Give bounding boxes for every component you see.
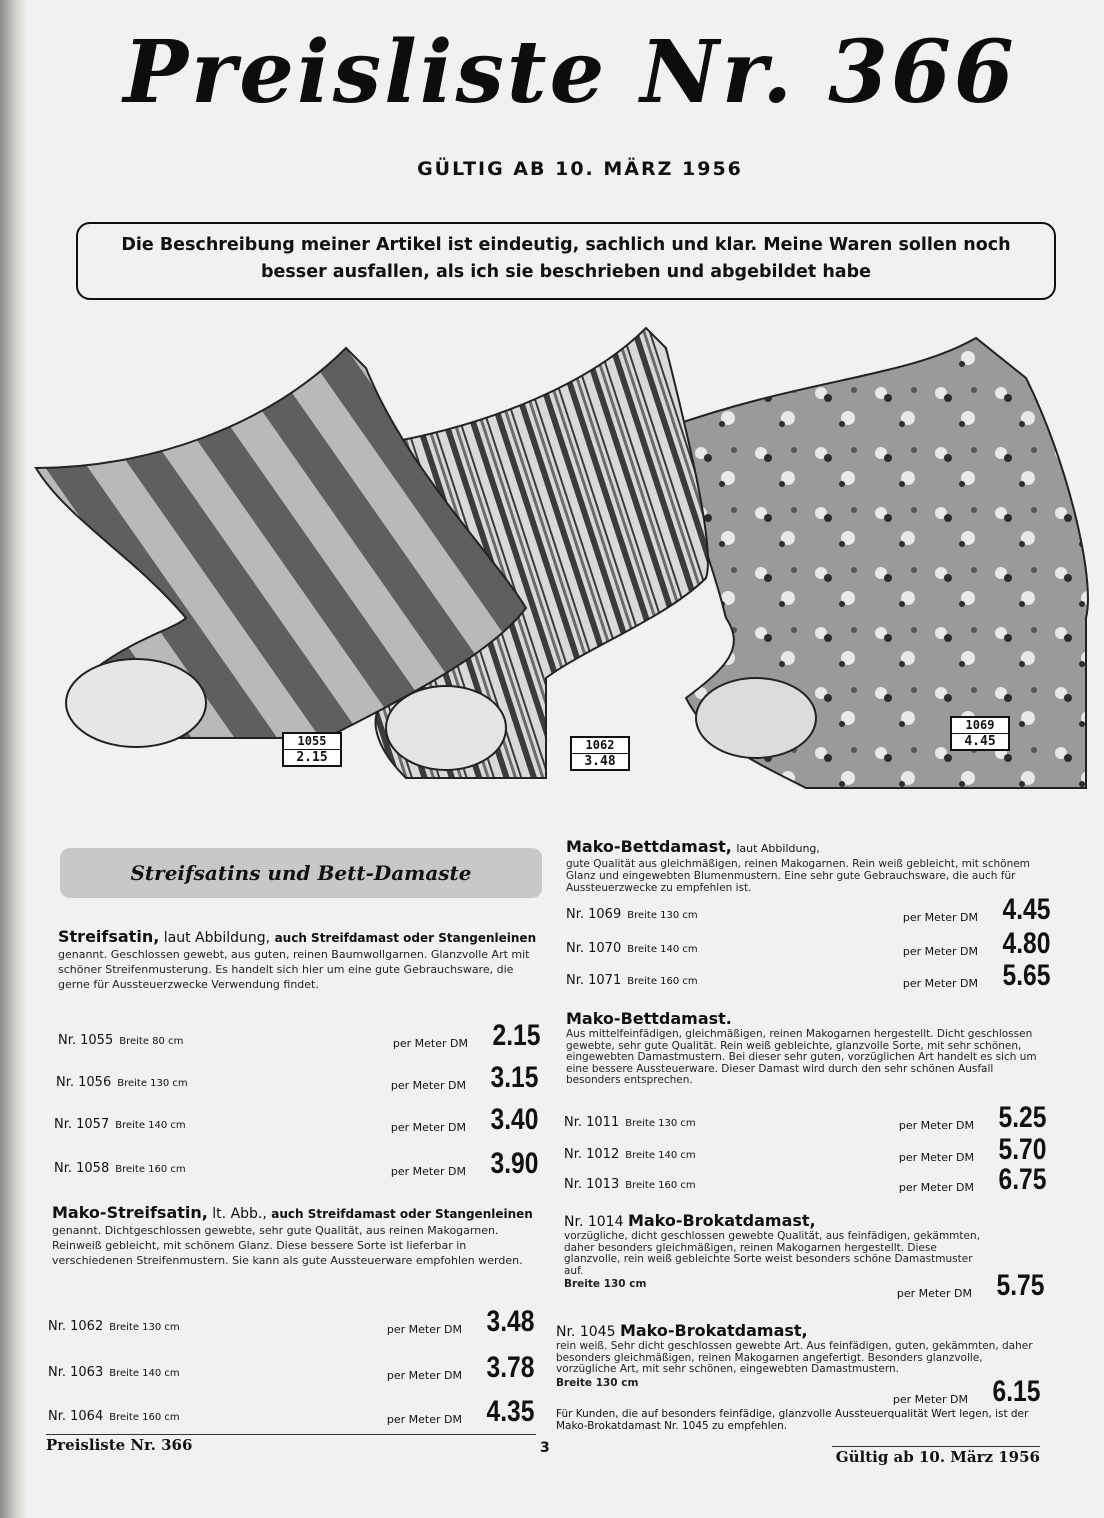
item-number: Nr. 1056 Breite 130 cm: [56, 1075, 188, 1090]
item-number: Nr. 1012 Breite 140 cm: [564, 1147, 696, 1162]
price-row: [566, 888, 1050, 926]
price-row: [566, 954, 1050, 992]
item-price: 3.48: [486, 1305, 534, 1338]
item-price: 6.15: [992, 1375, 1040, 1408]
product-streifsatin: [58, 928, 544, 992]
price-unit: per Meter DM: [902, 977, 978, 990]
item-price: 4.35: [486, 1395, 534, 1428]
price-row: [48, 1390, 534, 1428]
item-price: 4.45: [1002, 893, 1050, 926]
item-number: Nr. 1063 Breite 140 cm: [48, 1365, 180, 1380]
product-note: laut Abbildung,: [736, 842, 820, 855]
item-price: 2.15: [492, 1019, 540, 1052]
product-bold-note: auch Streifdamast oder Stangenleinen: [274, 931, 537, 945]
product-heading: [556, 1322, 1042, 1341]
product-description: genannt. Geschlossen gewebt, aus guten, reinen Baumwollgarnen. Glanzvolle Art mit schöner Streifenmusterung. Es handelt sich hier um eine gute Gebrauchsware, die gerne für Aussteuerzwecke Verwendung findet.: [58, 948, 530, 991]
product-bold-note: auch Streifdamast oder Stangenleinen: [271, 1207, 533, 1221]
product-description: gute Qualität aus gleichmäßigen, reinen Makogarnen. Rein weiß gebleicht, mit schönem Glanz und eingewebten Blumenmustern. Eine sehr gute Gebrauchsware, die auch für Aussteuerzwecke zu empfehlen ist.: [566, 858, 1030, 894]
product-heading: [52, 1204, 538, 1223]
item-number: Nr. 1058 Breite 160 cm: [54, 1161, 186, 1176]
product-mako-bettdamast-1: [566, 838, 1050, 894]
product-heading: [58, 928, 544, 947]
product-mako-streifsatin: [52, 1204, 538, 1268]
product-mako-bettdamast-2: [566, 1010, 1050, 1087]
price-row: [556, 1370, 1040, 1408]
item-price: 5.25: [998, 1101, 1046, 1134]
motto-box: Die Beschreibung meiner Artikel ist eindeutig, sachlich und klar. Meine Waren sollen noch besser ausfallen, als ich sie beschrieben und abgebildet habe: [76, 222, 1056, 300]
section-title-banner: Streifsatins und Bett-Damaste: [60, 848, 542, 898]
footer-left-title: Preisliste Nr. 366: [46, 1436, 193, 1454]
price-unit: per Meter DM: [386, 1369, 462, 1382]
footer-rule-right: [832, 1446, 1040, 1447]
price-unit: per Meter DM: [898, 1151, 974, 1164]
item-number: Nr. 1055 Breite 80 cm: [58, 1033, 184, 1048]
price-row: [58, 1014, 540, 1052]
price-row: [54, 1098, 538, 1136]
price-row: [54, 1142, 538, 1180]
price-unit: per Meter DM: [386, 1413, 462, 1426]
page-number: 3: [540, 1440, 550, 1456]
item-price: 6.75: [998, 1163, 1046, 1196]
footer-rule-left: [46, 1434, 536, 1435]
product-description: vorzügliche, dicht geschlossen gewebte Qualität, aus feinfädigen, gekämmten, daher besonders gleichmäßigen, reinen Makogarnen hergestellt. Diese glanzvolle, rein weiß gebleichte Sorte weist besonders schöne Damastmuster auf.: [564, 1230, 980, 1277]
product-heading: [566, 1010, 1050, 1029]
item-price: 3.15: [490, 1061, 538, 1094]
price-unit: per Meter DM: [390, 1121, 466, 1134]
item-price: 4.80: [1002, 927, 1050, 960]
illustration-tag-1055: [282, 732, 342, 767]
tag-price: 4.45: [952, 733, 1008, 749]
footer-right-validity: Gültig ab 10. März 1956: [835, 1448, 1040, 1466]
page-binding-edge: [0, 0, 26, 1518]
product-description: Aus mittelfeinfädigen, gleichmäßigen, reinen Makogarnen hergestellt. Dicht geschlossen gewebte, sehr gute Qualität. Rein weiß gebleichte, glanzvolle Sorte, mit sehr schönen, eingewebten Damastmustern. Bei dieser sehr guten, vorzüglichen Art handelt es sich um eine bessere Aussteuerware. Dieser Damast wird durch den sehr schönen Ausfall besonders entsprechen.: [566, 1028, 1037, 1086]
product-description: genannt. Dichtgeschlossen gewebte, sehr gute Qualität, aus reinen Makogarnen. Reinweiß gebleicht, mit schönem Glanz. Diese bessere Sorte ist lieferbar in verschiedenen Streifenmustern. Sie kann als gute Aussteuerware empfohlen werden.: [52, 1224, 523, 1267]
price-unit: per Meter DM: [898, 1119, 974, 1132]
item-number: Nr. 1069 Breite 130 cm: [566, 907, 698, 922]
price-row: [48, 1346, 534, 1384]
item-price: 3.40: [490, 1103, 538, 1136]
page-title: Preisliste Nr. 366: [123, 22, 1017, 123]
price-unit: per Meter DM: [392, 1037, 468, 1050]
product-name: Mako-Brokatdamast,: [619, 1321, 808, 1340]
item-price: 5.70: [998, 1133, 1046, 1166]
item-width: Breite 130 cm: [556, 1376, 639, 1389]
product-name: Mako-Bettdamast,: [566, 837, 732, 856]
product-name: Mako-Streifsatin,: [52, 1203, 208, 1222]
price-unit: per Meter DM: [898, 1181, 974, 1194]
price-row: [564, 1264, 1044, 1302]
item-number: Nr. 1071 Breite 160 cm: [566, 973, 698, 988]
fabric-rolls-illustration: [26, 318, 1104, 808]
price-row: [48, 1300, 534, 1338]
tag-number: 1062: [585, 738, 615, 752]
product-description: rein weiß. Sehr dicht geschlossen gewebte Art. Aus feinfädigen, guten, gekämmten, daher besonders gleichmäßigen, reinen Makogarnen angefertigt. Besonders glanzvolle, vorzügliche Art, mit sehr schönen, eingewebten Damastmustern.: [556, 1340, 1033, 1375]
price-unit: per Meter DM: [902, 911, 978, 924]
price-row: [564, 1158, 1046, 1196]
product-name: Streifsatin,: [58, 927, 160, 946]
item-number: Nr. 1013 Breite 160 cm: [564, 1177, 696, 1192]
tag-price: 2.15: [284, 749, 340, 765]
tag-price: 3.48: [572, 753, 628, 769]
price-unit: per Meter DM: [390, 1079, 466, 1092]
price-unit: per Meter DM: [902, 945, 978, 958]
item-number: Nr. 1014: [564, 1214, 624, 1230]
item-number: Nr. 1057 Breite 140 cm: [54, 1117, 186, 1132]
price-unit: per Meter DM: [390, 1165, 466, 1178]
item-price: 3.90: [490, 1147, 538, 1180]
price-unit: per Meter DM: [386, 1323, 462, 1336]
valid-from-line: GÜLTIG AB 10. MÄRZ 1956: [417, 158, 743, 180]
item-width: Breite 130 cm: [564, 1278, 647, 1290]
item-price: 3.78: [486, 1351, 534, 1384]
product-name: Mako-Bettdamast.: [566, 1009, 732, 1028]
tag-number: 1069: [965, 718, 995, 732]
price-row: [56, 1056, 538, 1094]
product-heading: [564, 1212, 1046, 1231]
item-price: 5.75: [996, 1269, 1044, 1302]
price-unit: per Meter DM: [892, 1393, 968, 1406]
recommendation-note: Für Kunden, die auf besonders feinfädige, glanzvolle Aussteuerqualität Wert legen, ist der Mako-Brokatdamast Nr. 1045 zu empfehlen.: [556, 1408, 1029, 1432]
item-number: Nr. 1064 Breite 160 cm: [48, 1409, 180, 1424]
product-note: laut Abbildung,: [163, 930, 271, 946]
illustration-tag-1062: [570, 736, 630, 771]
item-number: Nr. 1062 Breite 130 cm: [48, 1319, 180, 1334]
item-number: Nr. 1045: [556, 1324, 616, 1340]
illustration-tag-1069: [950, 716, 1010, 751]
price-unit: per Meter DM: [896, 1287, 972, 1300]
item-number: Nr. 1070 Breite 140 cm: [566, 941, 698, 956]
product-heading: [566, 838, 1050, 858]
product-note: lt. Abb.,: [212, 1206, 267, 1222]
item-price: 5.65: [1002, 959, 1050, 992]
item-number: Nr. 1011 Breite 130 cm: [564, 1115, 696, 1130]
tag-number: 1055: [297, 734, 327, 748]
product-name: Mako-Brokatdamast,: [627, 1211, 816, 1230]
